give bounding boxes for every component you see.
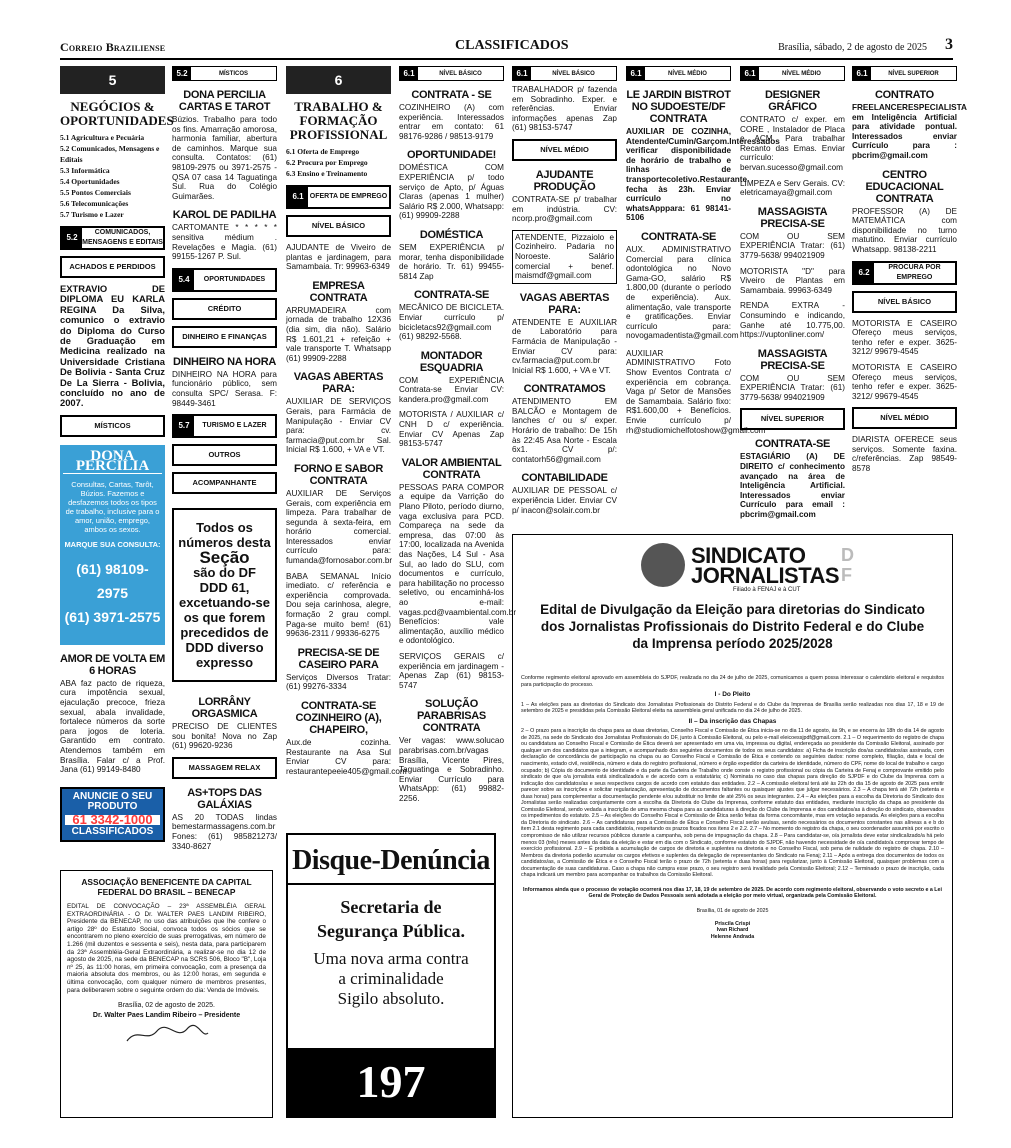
category-tag	[740, 66, 845, 81]
column-4	[399, 66, 517, 803]
edition-date: Brasília, sábado, 2 de agosto de 2025	[778, 42, 927, 53]
classified-ad: AUXILIAR DE SERVIÇOS Gerais, para Farmácia de Manipulação - Enviar CV para: cv. farmacia@put.com.br Sal. Inicial R$ 1.600, + VA e VT.	[286, 397, 391, 455]
index-item: 6.3 Ensino e Treinamento	[286, 169, 368, 178]
advertise-label: ANUNCIE O SEU PRODUTO	[72, 790, 153, 812]
classified-ad: AUXILIAR DE Serviços Gerais, com experiência em limpeza. Para trabalhar de segunda à sexta-feira, em horário comercial. Interessados enviar currículo para: fumanda@fornosabor.com.br	[286, 488, 393, 566]
classified-ad: LIMPEZA e Serv Gerais. CV: eletricamaya@gmail.com	[740, 178, 845, 198]
notice-section-heading: I - Do Pleito	[714, 691, 751, 699]
category-label: NÍVEL BÁSICO	[552, 70, 595, 77]
category-label: NÍVEL SUPERIOR	[888, 70, 939, 77]
index-item: 5.7 Turismo e Lazer	[60, 210, 124, 219]
classified-ad: PROFESSOR (A) DE MATEMÁTICA com disponibilidade no turno matutino. Enviar currículo Whatsapp. 98138-2211	[852, 206, 957, 254]
ad-line: Sigilo absoluto.	[337, 989, 445, 1008]
category-label: COMUNICADOS, MENSAGENS E EDITAIS	[82, 229, 163, 246]
logo-text: D F	[841, 545, 854, 585]
promo-phone: (61) 98109-2975	[76, 560, 149, 601]
classified-ad: CONTRATA-SE p/ trabalhar em indústria. CV: ncorp.pro@gmail.com	[512, 194, 617, 224]
notice-signer: Priscila Crispi	[714, 920, 751, 927]
disque-denuncia-ad	[286, 833, 496, 1118]
classified-ad: ABA faz pacto de riqueza, cura impotência sexual, ejaculação precoce, frieza sexual, abala invalidade, fortalece números da sorte para jogos de loteria. Garantido em contrato. Atendemos também em Brasília. Falar c/ a Prof. Jana (61) 99149-8480	[60, 678, 165, 775]
signature-image	[122, 1023, 212, 1047]
subcategory-box: NÍVEL MÉDIO	[512, 139, 617, 161]
notice-title: ASSOCIAÇÃO BENEFICENTE DA CAPITAL FEDERAL DO BRASIL – BENECAP	[81, 877, 252, 897]
classified-ad: MOTORISTA E CASEIRO Ofereço meus serviços, tenho refer e exper. 3625-3212/ 99679-4545	[852, 362, 957, 401]
notice-body: EDITAL DE CONVOCAÇÃO – 23ª ASSEMBLÉIA GERAL EXTRAORDINÁRIA - O Dr. WALTER PAES LANDIM RIBEIRO, Presidente da BENECAP, no uso das atribuições que lhe confere o artigo 28º do Estatuto Social, convoca todos os sócios que se encontrarem no pleno exercício de suas prerrogativas, em número de 1.266 (mil duzentos e sessenta e seis), nesta data, para participarem da 23ª Assembléia-Geral Extraordinária, a realizar-se no dia 12 de agosto de 2025, na sede da BENECAP na SCRS 506, Bloco "B", Loja nº 25, às 11:00 horas, em primeira convocação, com a presença da maioria absoluta dos membros, ou às 12:00 horas, em segunda e última convocação, com qualquer número de membros presentes, para deliberarem sobre o seguinte ordem do dia: Venda de Imóveis.	[67, 903, 266, 994]
ad-headline: LORRÂNY ORGASMICA	[191, 696, 258, 721]
notice-title: Edital de Divulgação da Eleição para diretorias do Sindicato dos Jornalistas Profissionais do Distrito Federal e do Clube da Imprensa período 2025/2028	[540, 602, 925, 651]
classified-ad: PRECISO DE CLIENTES sou bonita! Nova no Zap (61) 99620-9236	[172, 722, 277, 751]
subcategory-box: MASSAGEM RELAX	[172, 757, 277, 779]
category-number: 5.4	[174, 270, 194, 290]
classified-ad: MOTORISTA "D" para Viveiro de Plantas em Samambaia. 99963-6349	[740, 266, 845, 295]
classified-ad: COM OU SEM EXPERIÊNCIA Tratar: (61) 3779-5638/ 994021909	[740, 373, 845, 402]
category-number: 6.1	[288, 187, 308, 207]
category-tag	[172, 66, 277, 81]
logo-text: JORNALISTAS	[691, 563, 840, 588]
category-tag	[399, 66, 504, 81]
classified-ad: MECÂNICO DE BICICLETA. Enviar currículo p/ bicicletacs92@gmail.com (61) 98292-5568.	[399, 303, 504, 342]
classified-ad: MOTORISTA / AUXILIAR c/ CNH D c/ experiência. Enviar CV Apenas Zap 98153-5747	[399, 410, 504, 449]
classified-ad: ATENDENTE, Pizzaiolo e Cozinheiro. Padaria no Noroeste. Salário comercial + benef. maismdf@gmail.com	[512, 230, 617, 284]
logo-affiliation: Filiado à FENAJ e à CUT	[733, 587, 801, 593]
column-7	[740, 66, 845, 520]
page-number: 3	[945, 36, 953, 53]
index-item: 5.1 Agricultura e Pecuária	[60, 133, 145, 142]
category-tag	[852, 66, 957, 81]
ad-headline: MONTADOR ESQUADRIA	[419, 349, 484, 374]
category-tag	[60, 226, 165, 250]
ad-headline: OPORTUNIDADE!	[407, 149, 496, 162]
classified-ad: EXTRAVIO DE DIPLOMA EU KARLA REGINA Da Silva, comunico o extravio do Diploma do Curso de Graduação em Medicina realizado na Universidade Cristiana De Bolivia - Santa Cruz De La Sierra - Bolivia, concluído no ano de 2007.	[60, 283, 165, 409]
advertise-brand: CLASSIFICADOS	[71, 825, 154, 837]
column-1	[60, 66, 174, 842]
classified-ad: BABA SEMANAL Início imediato. c/ referência e experiência comprovada. Dou seja carinhosa, alegre, formação 2 grau compl. Paga-se muito bem! (61) 99636-2311 / 99336-6275	[286, 571, 391, 639]
classified-ad: DIARISTA OFERECE seus serviços. Somente faxina. c/referências. Zap 98549-8578	[852, 435, 957, 474]
logo-text: SINDICATO	[691, 543, 806, 568]
section-number: 6	[286, 66, 391, 94]
category-number: 6.1	[853, 67, 871, 80]
hotline-number: 197	[288, 1048, 494, 1116]
promo-name: DONA PERCÍLIA	[63, 451, 162, 474]
category-tag	[852, 261, 957, 285]
category-label: MÍSTICOS	[218, 70, 248, 77]
classified-ad: AUX. ADMINISTRATIVO Comercial para clínica odontológica no Novo Gama-GO, salário R$ 1.800,00 (durante o período de experiência). Aux. alimentação, vale transporte e gratificações. Enviar currículo para: novogamadentista@gmail.com	[626, 244, 739, 341]
section-title: CLASSIFICADOS	[455, 38, 569, 53]
ad-headline: VALOR AMBIENTAL CONTRATA	[401, 456, 502, 481]
classified-ad: FREELANCERESPECIALISTA em Inteligência Artificial para atividade pontual. Interessados enviar Currículo para : pbcrim@gmail.com	[852, 103, 967, 160]
category-number: 6.1	[400, 67, 418, 80]
category-label: OPORTUNIDADES	[203, 275, 266, 283]
classified-ad: AJUDANTE de Viveiro de plantas e jardinagem, para Samambaia. Tr: 99963-6349	[286, 243, 391, 272]
category-number: 5.7	[174, 416, 194, 436]
classified-ad: TRABALHADOR p/ fazenda em Sobradinho. Exper. e referências. Enviar informações apenas Zap (61) 98153-5747	[512, 85, 617, 133]
category-number: 5.2	[173, 67, 191, 80]
classified-ad: RENDA EXTRA - Consumindo e indicando, Ganhe até 10.775,00. https://vuptonliner.com/	[740, 301, 845, 340]
column-5	[512, 66, 617, 515]
index-item: 5.6 Telecomunicações	[60, 199, 129, 208]
index-item: 6.2 Procura por Emprego	[286, 158, 368, 167]
promo-phone: (61) 3971-2575	[64, 608, 161, 625]
classified-ad: AUXILIAR ADMINISTRATIVO Foto Show Eventos Contrata c/ experiência em cobrança. Vaga p/ Setor de Mansões de Samambaia. Salário fixo: R$1.600,00 + Benefícios. Envie currículo p/ rh@studiomichelfotoshow@gmail.com	[626, 348, 766, 435]
category-number: 6.2	[854, 263, 874, 283]
promo-text: Consultas, Cartas, Tarôt, Búzios. Fazemos e desfazemos todos os tipos de trabalho, inclusive para o amor, união, emprego, ambos os sexos.	[65, 479, 160, 534]
classified-ad: Serviços Diversos Tratar: (61) 99276-3334	[286, 672, 391, 692]
section-index-title: NEGÓCIOS & OPORTUNIDADES	[60, 99, 174, 128]
category-label: PROCURA POR EMPREGO	[888, 263, 941, 281]
ad-headline: DONA PERCILIA CARTAS E TAROT	[178, 89, 271, 113]
category-number: 6.1	[627, 67, 645, 80]
subcategory-box: CRÉDITO	[172, 298, 277, 320]
classified-ad: MOTORISTA E CASEIRO Ofereço meus serviços, tenho refer e exper. 3625-3212/ 99679-4545	[852, 318, 957, 357]
category-number: 5.2	[62, 228, 82, 248]
classified-ad: SERVIÇOS GERAIS c/ experiência em jardinagem - Apenas Zap (61) 98153-5747	[399, 651, 504, 690]
subcategory-box: MÍSTICOS	[60, 415, 165, 437]
classified-ad: SEM EXPERIÊNCIA p/ morar, tenha disponibilidade de horário. Tr. 61) 99455-5814 Zap	[399, 242, 504, 281]
subcategory-box: NÍVEL SUPERIOR	[740, 408, 845, 430]
ad-title: Disque-Denúncia	[288, 835, 494, 885]
notice-signer: Ivan Richard	[716, 927, 749, 934]
subcategory-box: ACOMPANHANTE	[172, 472, 277, 494]
category-tag	[626, 66, 731, 81]
category-label: NÍVEL MÉDIO	[668, 70, 707, 77]
category-label: NÍVEL MÉDIO	[782, 70, 821, 77]
classified-ad: CARTOMANTE * * * * * sensitiva médium . Revelações e Magia. (61) 99155-1267 P. Sul.	[172, 223, 277, 262]
ad-headline: DINHEIRO NA HORA	[173, 355, 276, 368]
subcategory-box: NÍVEL BÁSICO	[852, 291, 957, 313]
category-label: TURISMO E LAZER	[202, 422, 267, 430]
notice-body	[521, 675, 944, 940]
category-tag	[172, 414, 277, 438]
classified-ad: ATENDIMENTO EM BALCÃO e Montagem de lanches c/ ou s/ exper. Horário de trabalho: De 15h às 22:45 Asa Norte - Escala 6x1. CV p/: contatorh56@gmail.com	[512, 397, 617, 464]
index-item: 5.4 Oportunidades	[60, 177, 120, 186]
category-number: 6.1	[513, 67, 531, 80]
ad-headline: CENTRO EDUCACIONAL CONTRATA	[865, 168, 944, 205]
ad-headline: MASSAGISTA PRECISA-SE	[757, 347, 828, 372]
ad-headline: FORNO E SABOR CONTRATA	[294, 462, 383, 487]
union-logo-icon	[641, 543, 685, 587]
ad-headline: KAROL DE PADILHA	[172, 209, 277, 222]
classified-ad: Búzios. Trabalho para todo os fins. Amarração amorosa, harmonia familiar, abertura de caminhos. Marque sua consulta. Contatos: (61) 98109-2975 ou 3971-2575 - QSA 07 casa 14 Taguatinga Sul. Rua do Colégio Guimarães.	[172, 115, 277, 201]
section-number: 5	[60, 66, 165, 94]
ad-headline: VAGAS ABERTAS PARA:	[519, 291, 610, 316]
category-label: OFERTA DE EMPREGO	[309, 193, 388, 200]
column-2	[172, 66, 277, 851]
ad-headline: VAGAS ABERTAS PARA:	[293, 371, 384, 396]
ad-headline: MASSAGISTA PRECISA-SE	[757, 205, 828, 230]
subcategory-box: ACHADOS E PERDIDOS	[60, 256, 165, 278]
advertise-phone: 61 3342-1000	[65, 815, 160, 825]
classified-ad: COM EXPERIÊNCIA Contrata-se Enviar CV: kandera.pro@gmail.com	[399, 375, 504, 404]
section-index-list	[60, 132, 165, 220]
classified-ad: PESSOAS PARA COMPOR a equipe da Varrição do Plano Piloto, período diurno, vaga exclusiva para PCD. Compareça na sede da empresa, das 07:00 às 17:00, localizada na Avenida das Nações, L4 Sul - Asa Sul, ao lado do SLU, com documentos e currículo, para habilitação no processo seletivo, ou encaminhá-los ao e-mail: vagas.pcd@vaambiental.com.br Benefícios: vale alimentação, auxílio médico e odontológico.	[399, 482, 517, 646]
classified-ad: DOMÉSTICA COM EXPERIÊNCIA p/ todo serviço de Apto, p/ Águas Claras (apenas 1 mulher) Salário R$ 2.000, Whatsapp: (61) 99909-2288	[399, 163, 504, 221]
ad-headline: CONTRATA-SE COZINHEIRO (A), CHAPEIRO,	[295, 700, 382, 736]
benecap-notice	[60, 870, 273, 1118]
publication-name: Correio Braziliense	[60, 40, 166, 54]
subcategory-box: NÍVEL BÁSICO	[286, 215, 391, 237]
subcategory-box: DINHEIRO E FINANÇAS	[172, 326, 277, 348]
notice-text: Todos os números desta	[178, 520, 271, 551]
ad-headline: AS+TOPS DAS GALÁXIAS	[187, 786, 262, 811]
ad-line: Secretaria de	[340, 897, 442, 917]
ad-headline: LE JARDIN BISTROT NO SUDOESTE/DF CONTRATA	[626, 89, 731, 125]
notice-section-heading: II – Da inscrição das Chapas	[688, 717, 777, 725]
notice-paragraph: Conforme regimento eleitoral aprovado em assembleia do SJPDF, realizada no dia 24 de julho de 2025, comunicamos a quem possa interessar o calendário eleitoral e requisitos para participação do processo.	[521, 675, 944, 688]
notice-signer: Dr. Walter Paes Landim Ribeiro – Presidente	[92, 1011, 241, 1019]
classified-ad: Ver vagas: www.solucao parabrisas.com.br/vagas Brasília, Vicente Pires, Taguatinga e Sobradinho. Enviar Currículo para WhatsApp: (61) 99882-2256.	[399, 736, 504, 803]
ad-headline: CONTRATAMOS	[523, 383, 606, 396]
category-label: NÍVEL BÁSICO	[439, 70, 482, 77]
classified-ad: AUXILIAR DE PESSOAL c/ experiência Lider. Enviar CV p/ inacon@solair.com.br	[512, 486, 617, 515]
index-item: 5.2 Comunicados, Mensagens e Editais	[60, 144, 160, 164]
page-header	[60, 36, 953, 60]
classified-ad: AS 20 TODAS lindas bemestarmassagens.com.br Fones: (61) 985821273/ 3340-8627	[172, 812, 277, 851]
ad-line: a criminalidade	[338, 969, 444, 988]
ad-headline: CONTABILIDADE	[521, 472, 608, 485]
column-6	[626, 66, 780, 435]
notice-text: são do DF DDD 61,	[193, 565, 256, 596]
column-8	[852, 66, 967, 474]
classified-ad: COZINHEIRO (A) com experiência. Interessados entrar em contato: 61 98176-9286 / 98513-9179	[399, 103, 504, 141]
notice-date: Brasília, 02 de agosto de 2025.	[118, 1002, 215, 1010]
category-tag	[512, 66, 617, 81]
index-item: 5.3 Informática	[60, 166, 110, 175]
ad-headline: CONTRATA - SE	[411, 89, 492, 101]
classified-ad: Aux.de cozinha. Restaurante na Asa Sul Enviar CV para: restaurantepeeie405@gmail.com	[286, 738, 407, 776]
classified-ad: DINHEIRO NA HORA para funcionário público, sem consulta SPC/ Serasa. F: 98449-3461	[172, 369, 277, 408]
index-item: 6.1 Oferta de Emprego	[286, 147, 360, 156]
promo-ad	[60, 445, 165, 645]
notice-text: Seção	[199, 548, 250, 568]
notice-paragraph: 1 – As eleições para as diretorias do Sindicato dos Jornalistas Profissionais do Distrito Federal e do Clube da Imprensa de Brasília serão realizadas nos dias 17, 18 e 19 de setembro de 2025 e presididas pela Comissão Eleitoral eleita na assembleia geral unificada no dia 24 de julho de 2025.	[521, 701, 944, 715]
notice-signer: Helenne Andrada	[710, 933, 755, 940]
category-tag	[286, 185, 391, 209]
classified-ad: ATENDENTE E AUXILIAR de Laboratório para Farmácia de Manipulação - Enviar CV para: cv.farmacia@put.com.br Inicial R$ 1.600, + VA e VT.	[512, 317, 617, 375]
notice-date: Brasília, 01 de agosto de 2025	[696, 907, 769, 914]
ad-headline: DOMÉSTICA	[419, 228, 484, 241]
classified-ad: COM OU SEM EXPERIÊNCIA Tratar: (61) 3779-5638/ 994021909	[740, 231, 845, 260]
index-item: 5.5 Pontos Comerciais	[60, 188, 131, 197]
classified-ad: CONTRATO c/ exper. em CORE , Instalador de Placa e ACM. Para trabalhar Recanto das Emas. Enviar currículo: bervan.sucesso@gmail.com	[740, 115, 845, 172]
subcategory-box: NÍVEL MÉDIO	[852, 407, 957, 429]
ad-headline: EMPRESA CONTRATA	[309, 279, 368, 304]
ad-headline: CONTRATA-SE	[640, 230, 717, 243]
ad-headline: SOLUÇÃO PARABRISAS CONTRATA	[417, 698, 486, 735]
ad-line: Segurança Pública.	[316, 921, 465, 941]
ad-headline: CONTRATA-SE	[754, 438, 831, 451]
ad-headline: CONTRATA-SE	[413, 289, 490, 302]
classified-ad: ESTAGIÁRIO (A) DE DIREITO c/ conhecimento avançado na área de Inteligência Artificial. Interessados enviar Currículo para email : pbcrim@gmail.com	[740, 452, 845, 520]
ddd-notice	[172, 508, 277, 682]
ad-headline: DESIGNER GRÁFICO	[764, 89, 821, 113]
ad-headline: AMOR DE VOLTA EM 6 HORAS	[60, 652, 165, 677]
notice-text: excetuando-se os que forem precedidos de DDD diverso expresso	[178, 595, 271, 671]
ad-headline: PRECISA-SE DE CASEIRO PARA	[297, 646, 380, 671]
classified-ad: AUXILIAR DE COZINHA, Atendente/Cumin/Garçom.Interessados verificar disponibilidade de horário de trabalho e linhas de transportecoletivo.Restaurante fecha às 23h. Enviar currículo no whatsApppara: 61 98141-5106	[626, 127, 780, 223]
ad-headline: AJUDANTE PRODUÇÃO	[533, 168, 596, 193]
notice-paragraph: 2 – O prazo para a inscrição da chapa para as duas diretorias, Conselho Fiscal e Comissão de Ética inicia-se no dia 11 de agosto, às 9h, e se encerra às 18h do dia 14 de agosto de 2025, na sede do Sindicato dos Jornalistas Profissionais do DF, junto à Comissão Eleitoral, ou pelo e-mail eleicoessjpdf@gmail.com. 2.1 – O requerimento do registro de chapa ou candidatura ao Conselho Fiscal e Comissão de Ética deverá ser apresentado em uma via, impressa ou digital, endereçada ao presidente da Comissão Eleitoral, assinado por qualquer um dos candidatos que a integram, e acompanhado dos seguintes documentos de todos os seus candidatos: a) Ficha de inscrição dos/as candidatos/as assinada, com declaração de concordância de participação na chapa ou ao Conselho Fiscal e Comissão de Ética e contendo os seguintes dados: nome completo, filiação, data e local de nascimento, estado civil, residência, número e data do registro profissional, número e órgão expedidor da carteira de identidade, número do CPF, nome do local de trabalho e cargo ocupado; b) Cópia do documento de identidade e da parte da Carteira de Trabalho onde conste o registro profissional ou cópia da Carteira de Fenaj e comprovante emitido pelo sindicato de que o/a jornalista está sindicalizado/a e de acordo com a estatutária; c) Nominata no caso das chapas para direção do SJPDF e do Clube da Imprensa com a indicação dos candidatos/as e seus respectivos cargos de acordo com estatuto das entidades. 2.2 – A comissão eleitoral terá até às 22h do dia 15 de agosto de 2025 para emitir parecer sobre as inscrições e solicitar regularização, apresentação de documentos faltantes ou quaisquer ajustes que julgar necessários. 2.3 – A chapa terá até 72h (setenta e duas horas) para complementar a documentação pendente e/ou substituir no limite de até 25% os seus integrantes. 2.4 – As eleições para a escolha da Diretoria do Sindicato dos Jornalistas serão realizadas conjuntamente com a escolha da Diretoria do Clube da Imprensa, conforme estatuto das entidades, mediante inscrição da chapa ao presidente da Comissão Eleitoral, sendo vedada a inscrição de uma mesma chapa para as candidaturas à direção do Clube da Imprensa e dos candidatos/as à direção do sindicato, observados os impedimentos do estatuto. 2.5 – As eleições do Conselho Fiscal e Comissão de Ética serão feitas da forma concomitante, mas em votação separada. As eleições para a escolha da Diretoria do sindicato. 2.6 – As candidaturas para a Comissão de Ética e Conselho Fiscal serão avulsas, sendo necessários os documentos constantes nas alíneas a e b do item 2.1 desta regimento para cada candidato/a, respeitando os prazos fixados nos itens 2 e 2.2. 2.7 – No momento do registro da chapa, o seu coordenador assumirá por escrito o compromisso de não utilizar recursos públicos durante a campanha, sob pena de impugnação da chapa. 2.8 – Para candidatar-se, o/a jornalista deve estar sindicalizado/a há pelo menos 03 (três) meses antes da data da eleição e estar em dia com o Sindicato, conforme estatuto do SJPDF, não havendo necessidade de o/a candidato/a comprovar tempo de exercício profissional. 2.9 – É proibida a acumulação de cargos de diretoria e suplentes na diretoria e no Conselho Fiscal, sob pena de nulidade do registro de chapa. 2.10 – Membros da diretoria poderão acumular os cargos efetivos e suplentes da delegação de representantes do Sindicato na Fenaj; 2.11 – Após a entrega dos documentos de todos os candidatos/as, a Comissão de Ética e o Conselho Fiscal terão o prazo de 72h (setenta e duas horas) para regularizar, junto à Comissão Eleitoral, quaisquer problemas com a documentação de suas candidaturas. Caso a chapa não cumpra esse prazo, o seu registro será invalidado pela Comissão Eleitoral; 2.12 – Terminado o prazo de inscrição, cada chapa indicará um membro para acompanhar os trabalhos da Comissão Eleitoral.	[521, 728, 944, 879]
category-number: 6.1	[741, 67, 759, 80]
union-logo	[641, 543, 854, 597]
classified-ad: ARRUMADEIRA com jornada de trabalho 12X36 (dia sim, dia não). Salário R$ 1.601,21 + refeição + vale transporte T. Whatsapp (61) 99909-2288	[286, 305, 391, 363]
ad-line: Uma nova arma contra	[313, 949, 469, 968]
promo-cta: MARQUE SUA CONSULTA:	[64, 539, 161, 549]
subcategory-box: OUTROS	[172, 444, 277, 466]
column-3	[286, 66, 407, 776]
section-index-title: TRABALHO & FORMAÇÃO PROFISSIONAL	[289, 99, 388, 142]
advertise-banner	[60, 787, 165, 842]
category-tag	[172, 268, 277, 292]
notice-closing: Informamos ainda que o processo de votação ocorrerá nos dias 17, 18, 19 de setembro de 2025. De acordo com regimento eleitoral, observando o voto secreto e a Lei Geral de Proteção de Dados Pessoais será adotada a eleição por meio virtual, organizada pela Comissão Eleitoral.	[523, 886, 942, 900]
union-election-notice	[512, 534, 953, 1118]
ad-headline: CONTRATO	[875, 89, 934, 101]
